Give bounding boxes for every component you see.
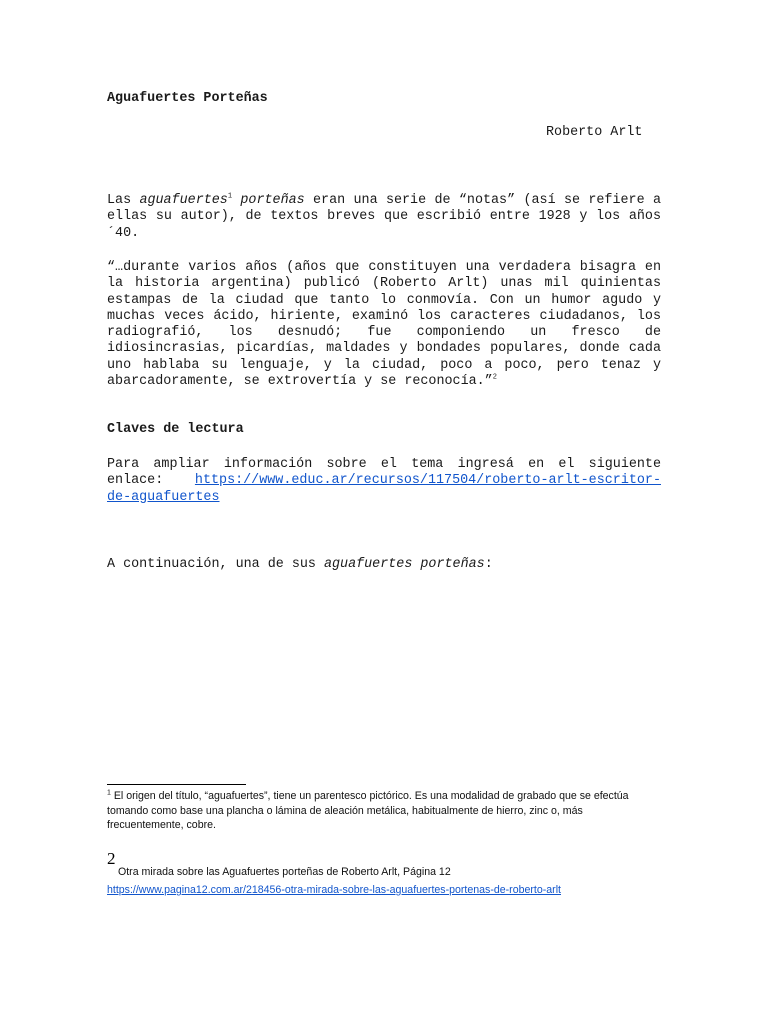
continuation-paragraph	[107, 557, 661, 573]
footnote-1-number: 1	[107, 789, 111, 797]
educ-link[interactable]: https://www.educ.ar/recursos/117504/roberto-arlt-escritor-de-aguafuertes	[107, 473, 661, 505]
quote-text: “…durante varios años (años que constituyen una verdadera bisagra en la historia argentina) publicó (Roberto Arlt) unas mil quinientas estampas de la ciudad que tanto lo conmovía. Con un humor agudo y muchas veces ácido, hiriente, examinó los caracteres ciudadanos, los radiografió, los desnudó; fue componiendo un fresco de idiosincrasias, picardías, maldades y bondades populares, donde cada uno hablaba su lenguaje, y la ciudad, poco a poco, pero tenaz y abarcadoramente, se extrovertía y se reconocía.”	[107, 260, 661, 390]
footnote-ref-2[interactable]: 2	[492, 373, 497, 382]
footnote-2-number: 2	[107, 849, 116, 868]
info-text: Para ampliar información sobre el tema ingresá en el siguiente enlace:	[107, 457, 661, 489]
intro-paragraph	[107, 193, 661, 242]
footnote-2-text: Otra mirada sobre las Aguafuertes porteñas de Roberto Arlt, Página 12	[118, 866, 451, 878]
intro-em-a: aguafuertes	[139, 193, 228, 208]
footnote-ref-1[interactable]: 1	[227, 192, 233, 201]
pagina12-link[interactable]: https://www.pagina12.com.ar/218456-otra-mirada-sobre-las-aguafuertes-portenas-de-roberto-arlt	[107, 884, 561, 896]
intro-em-b: porteñas	[232, 193, 305, 208]
intro-text-b: eran una serie de “notas” (así se refiere a ellas su autor), de textos breves que escribió entre 1928 y los años ´40.	[107, 193, 661, 241]
continuation-text: A continuación, una de sus	[107, 557, 324, 572]
footnote-2-link-line	[107, 884, 561, 896]
author-name: Roberto Arlt	[546, 125, 643, 140]
document-title: Aguafuertes Porteñas	[107, 91, 268, 106]
continuation-em: aguafuertes porteñas	[323, 557, 485, 572]
footnote-1-text: El origen del título, “aguafuertes”, tiene un parentesco pictórico. Es una modalidad de grabado que se efectúa tomando como base una plancha o lámina de aleación metálica, habitualmente de hierro, zinc o, más frecuentemente, cobre.	[107, 790, 629, 831]
quote-paragraph	[107, 260, 661, 390]
info-paragraph	[107, 457, 661, 506]
continuation-end: :	[484, 557, 493, 572]
section-heading: Claves de lectura	[107, 422, 244, 437]
footnote-1	[107, 789, 661, 833]
intro-text-a: Las	[107, 193, 140, 208]
footnote-separator	[107, 784, 246, 785]
